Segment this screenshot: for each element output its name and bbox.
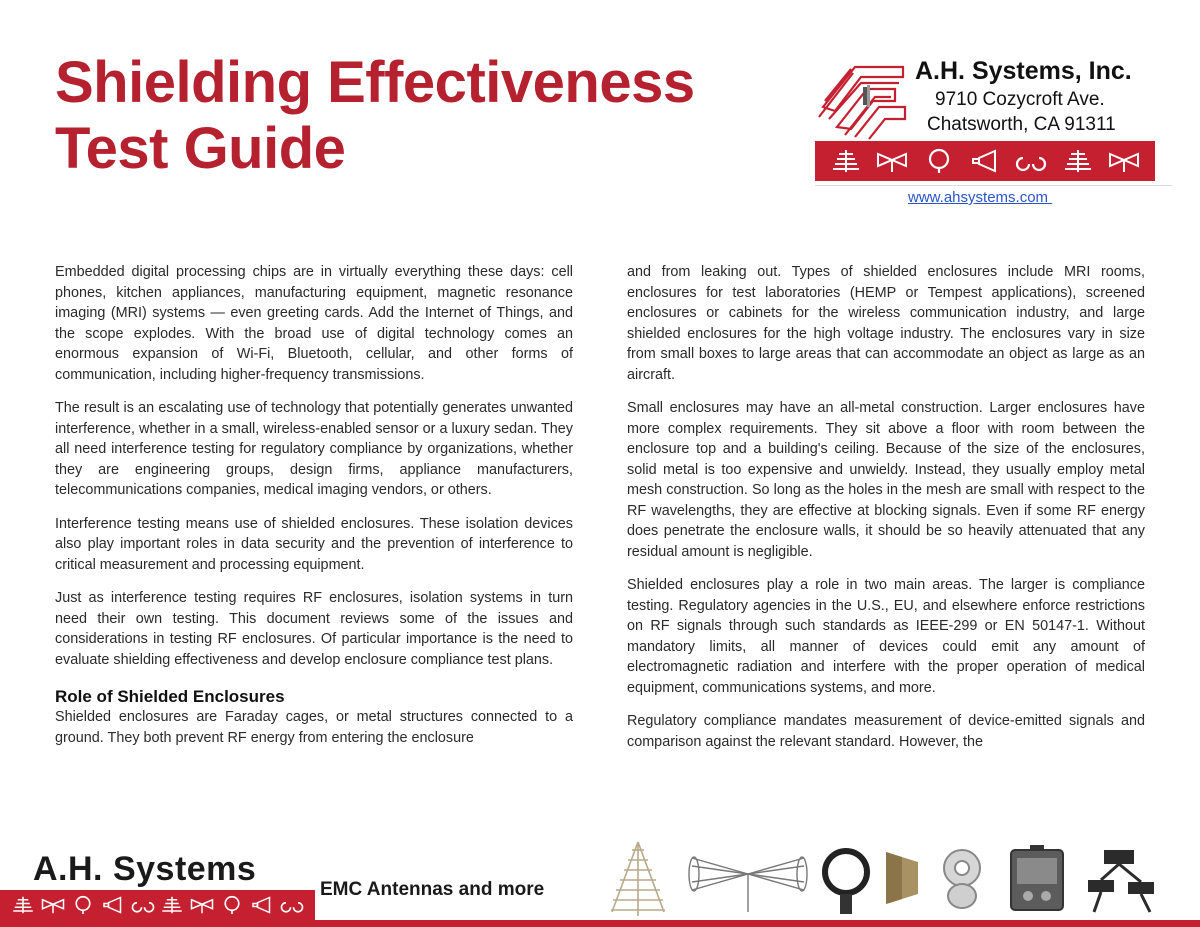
log-periodic-antenna-icon: [1062, 148, 1094, 174]
current-probe-icon: [280, 895, 304, 915]
divider: [815, 185, 1172, 186]
current-probe-product-icon: [940, 846, 984, 912]
footer-banner: [0, 838, 1200, 927]
current-probe-icon: [1015, 148, 1047, 174]
footer-tagline: EMC Antennas and more: [320, 879, 545, 900]
horn-antenna-icon: [969, 148, 1001, 174]
horn-antenna-icon: [250, 895, 274, 915]
log-periodic-antenna-icon: [11, 895, 35, 915]
footer-red-bar: [0, 920, 1200, 927]
left-column: [55, 262, 573, 761]
title-line-2: Test Guide: [55, 116, 346, 181]
antenna-icon-strip: [815, 141, 1155, 181]
footer-brand: A.H. Systems: [33, 850, 257, 888]
paragraph: Interference testing means use of shielded enclosures. These isolation devices also play important roles in data security and the prevention of interference to critical measurement and processing equipment.: [55, 515, 573, 573]
right-column: [627, 262, 1145, 765]
paragraph: The result is an escalating use of technology that potentially generates unwanted interference, whether in a small, wireless-enabled sensor or a luxury sedan. They all need interference testing for regulatory compliance by organizations, whether they are engineering groups, design firms, appliance manufacturers, telecommunications companies, medical imaging vendors, or others.: [55, 400, 573, 498]
paragraph: Embedded digital processing chips are in virtually everything these days: cell phones, kitchen appliances, manufacturing equipment, magnetic resonance imaging (MRI) systems — even greeting cards. Add the Internet of Things, and the scope explodes. With the broad use of digital technology comes an enormous expansion of Wi-Fi, Bluetooth, cellular, and other forms of communication, including higher-frequency transmissions.: [55, 264, 573, 383]
paragraph: Shielded enclosures are Faraday cages, or metal structures connected to a ground. They both prevent RF energy from entering the enclosure: [55, 709, 573, 746]
biconical-antenna-icon: [190, 895, 214, 915]
log-periodic-antenna-icon: [160, 895, 184, 915]
section-heading: Role of Shielded Enclosures: [55, 687, 285, 706]
biconical-antenna-product-icon: [688, 844, 808, 914]
log-periodic-antenna-product-icon: [610, 838, 666, 918]
paragraph: Regulatory compliance mandates measurement of device-emitted signals and comparison against the relevant standard. However, the: [627, 713, 1145, 750]
company-address-street: 9710 Cozycroft Ave.: [935, 89, 1105, 110]
company-address-city: Chatsworth, CA 91311: [927, 114, 1116, 135]
horn-antenna-product-icon: [882, 848, 922, 908]
current-probe-icon: [131, 895, 155, 915]
company-website-link[interactable]: www.ahsystems.com: [908, 189, 1053, 206]
loop-antenna-icon: [71, 895, 95, 915]
company-name: A.H. Systems, Inc.: [915, 57, 1132, 85]
test-kit-case-icon: [1008, 844, 1066, 914]
log-periodic-antenna-icon: [830, 148, 862, 174]
paragraph: and from leaking out. Types of shielded enclosures include MRI rooms, enclosures for test laboratories (HEMP or Tempest applications), screened enclosures or cabinets for the wireless communication industry, and large shielded enclosures for the high voltage industry. The enclosures vary in size from small boxes to large areas that can accommodate an object as large as an aircraft.: [627, 264, 1145, 383]
biconical-antenna-icon: [876, 148, 908, 174]
loop-antenna-icon: [220, 895, 244, 915]
product-images: [610, 838, 1200, 920]
loop-antenna-product-icon: [820, 844, 872, 916]
tripod-mount-icon: [1086, 846, 1158, 916]
company-logo-block: [815, 55, 1175, 185]
company-logo-icon: [815, 57, 907, 141]
loop-antenna-icon: [923, 148, 955, 174]
title-line-1: Shielding Effectiveness: [55, 50, 695, 115]
document-title: [55, 50, 695, 182]
paragraph: Small enclosures may have an all-metal construction. Larger enclosures have more complex requirements. They sit above a floor with room between the enclosure top and a building's ceiling. Because of the size of the enclosures, solid metal is too expensive and unwieldy. Instead, they usually employ metal mesh construction. So long as the holes in the mesh are small with respect to the RF wavelengths, they are effective at blocking signals. Even if some RF energy does penetrate the enclosure walls, it should be so heavily attenuated that any residual amount is negligible.: [627, 400, 1145, 560]
footer-icon-strip: [0, 890, 315, 920]
biconical-antenna-icon: [1108, 148, 1140, 174]
paragraph: Shielded enclosures play a role in two main areas. The larger is compliance testing. Regulatory agencies in the U.S., EU, and elsewhere enforce restrictions on RF signals through such standards as IEEE-299 or EN 50147-1. Without mandatory limits, all manner of devices could emit any amount of electromagnetic radiation and interfere with the proper operation of medical equipment, communications systems, and more.: [627, 577, 1145, 696]
horn-antenna-icon: [101, 895, 125, 915]
biconical-antenna-icon: [41, 895, 65, 915]
paragraph: Just as interference testing requires RF enclosures, isolation systems in turn need their own testing. This document reviews some of the issues and considerations in testing RF enclosures. Of particular importance is the need to evaluate shielding effectiveness and develop enclosure compliance test plans.: [55, 590, 573, 668]
